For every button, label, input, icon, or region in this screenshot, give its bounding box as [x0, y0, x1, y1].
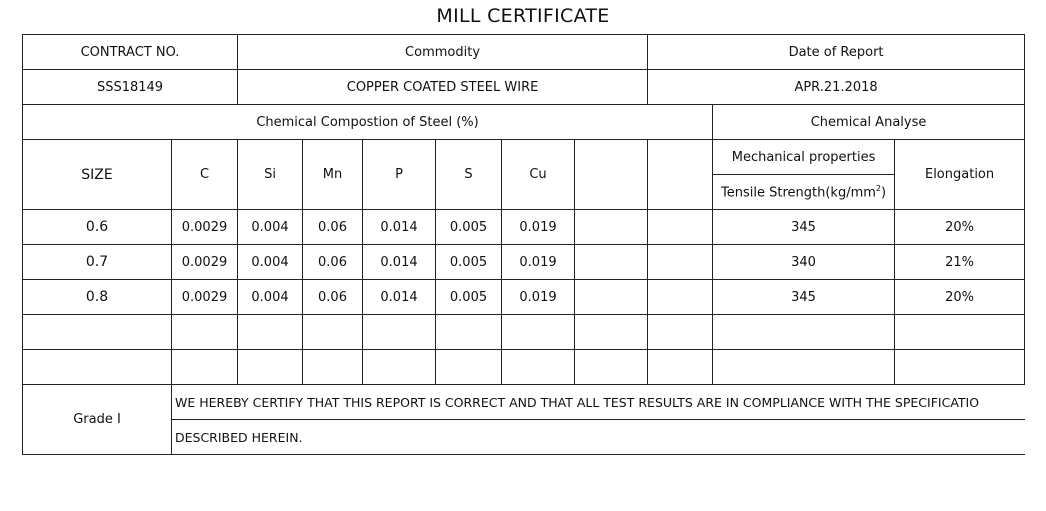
cell-mn: 0.06 [303, 245, 363, 280]
date-label: Date of Report [648, 35, 1025, 70]
cell-empty [575, 315, 648, 350]
contract-label: CONTRACT NO. [23, 35, 238, 70]
cell-s: 0.005 [436, 245, 502, 280]
document-title: MILL CERTIFICATE [436, 5, 610, 27]
cell-s: 0.005 [436, 280, 502, 315]
cell-empty [575, 210, 648, 245]
cell-empty [648, 350, 713, 385]
cell-empty [575, 350, 648, 385]
cell-empty [575, 280, 648, 315]
cell-empty [172, 315, 238, 350]
cell-empty [648, 315, 713, 350]
table-row [23, 280, 1025, 315]
cell-tensile: 345 [713, 280, 895, 315]
cell-empty [713, 315, 895, 350]
col-mn: Mn [303, 140, 363, 210]
cell-empty [23, 315, 172, 350]
empty-row [23, 350, 1025, 385]
empty-row [23, 315, 1025, 350]
cell-empty [303, 315, 363, 350]
col-tensile [713, 175, 895, 210]
cell-si: 0.004 [238, 210, 303, 245]
col-size: SIZE [23, 140, 172, 210]
table-row [23, 245, 1025, 280]
cell-empty [713, 350, 895, 385]
cell-elongation: 20% [895, 280, 1025, 315]
tensile-superscript: 2 [875, 183, 881, 193]
tensile-label: Tensile Strength(kg/mm [721, 185, 876, 201]
chemical-composition-header: Chemical Compostion of Steel (%) [23, 105, 713, 140]
chemical-analyse-header: Chemical Analyse [713, 105, 1025, 140]
cell-p: 0.014 [363, 280, 436, 315]
cell-empty [172, 350, 238, 385]
cell-si: 0.004 [238, 280, 303, 315]
certificate-table [22, 34, 1025, 455]
cell-si: 0.004 [238, 245, 303, 280]
cell-size: 0.7 [23, 245, 172, 280]
col-mechanical: Mechanical properties [713, 140, 895, 175]
grade-label: Grade I [23, 385, 172, 455]
date-value: APR.21.2018 [648, 70, 1025, 105]
cell-empty [436, 350, 502, 385]
table-row [23, 210, 1025, 245]
contract-value: SSS18149 [23, 70, 238, 105]
cell-empty [895, 350, 1025, 385]
commodity-value: COPPER COATED STEEL WIRE [238, 70, 648, 105]
cell-p: 0.014 [363, 245, 436, 280]
cell-mn: 0.06 [303, 210, 363, 245]
cell-empty [648, 280, 713, 315]
col-elongation: Elongation [895, 140, 1025, 210]
cell-empty [363, 350, 436, 385]
col-c: C [172, 140, 238, 210]
cell-empty [575, 245, 648, 280]
cell-empty [238, 315, 303, 350]
cell-tensile: 340 [713, 245, 895, 280]
cell-elongation: 21% [895, 245, 1025, 280]
cell-empty [502, 315, 575, 350]
cell-empty [363, 315, 436, 350]
cell-c: 0.0029 [172, 210, 238, 245]
certification-line-2: DESCRIBED HEREIN. [172, 420, 1025, 455]
col-s: S [436, 140, 502, 210]
cell-mn: 0.06 [303, 280, 363, 315]
certification-line-1: WE HEREBY CERTIFY THAT THIS REPORT IS CORRECT AND THAT ALL TEST RESULTS ARE IN COMPLIANCE WITH THE SPECIFICATIO [172, 385, 1025, 420]
cell-cu: 0.019 [502, 245, 575, 280]
cell-empty [502, 350, 575, 385]
cell-empty [648, 245, 713, 280]
cell-empty [238, 350, 303, 385]
cell-empty [648, 210, 713, 245]
tensile-close: ) [881, 185, 887, 201]
cell-s: 0.005 [436, 210, 502, 245]
cell-empty [895, 315, 1025, 350]
cell-c: 0.0029 [172, 280, 238, 315]
cell-tensile: 345 [713, 210, 895, 245]
cell-empty [23, 350, 172, 385]
cell-cu: 0.019 [502, 210, 575, 245]
commodity-label: Commodity [238, 35, 648, 70]
cell-empty [436, 315, 502, 350]
cell-p: 0.014 [363, 210, 436, 245]
col-cu: Cu [502, 140, 575, 210]
cell-elongation: 20% [895, 210, 1025, 245]
col-empty-2 [648, 140, 713, 210]
cell-empty [303, 350, 363, 385]
cell-size: 0.8 [23, 280, 172, 315]
col-empty-1 [575, 140, 648, 210]
cell-c: 0.0029 [172, 245, 238, 280]
col-p: P [363, 140, 436, 210]
col-si: Si [238, 140, 303, 210]
cell-size: 0.6 [23, 210, 172, 245]
cell-cu: 0.019 [502, 280, 575, 315]
